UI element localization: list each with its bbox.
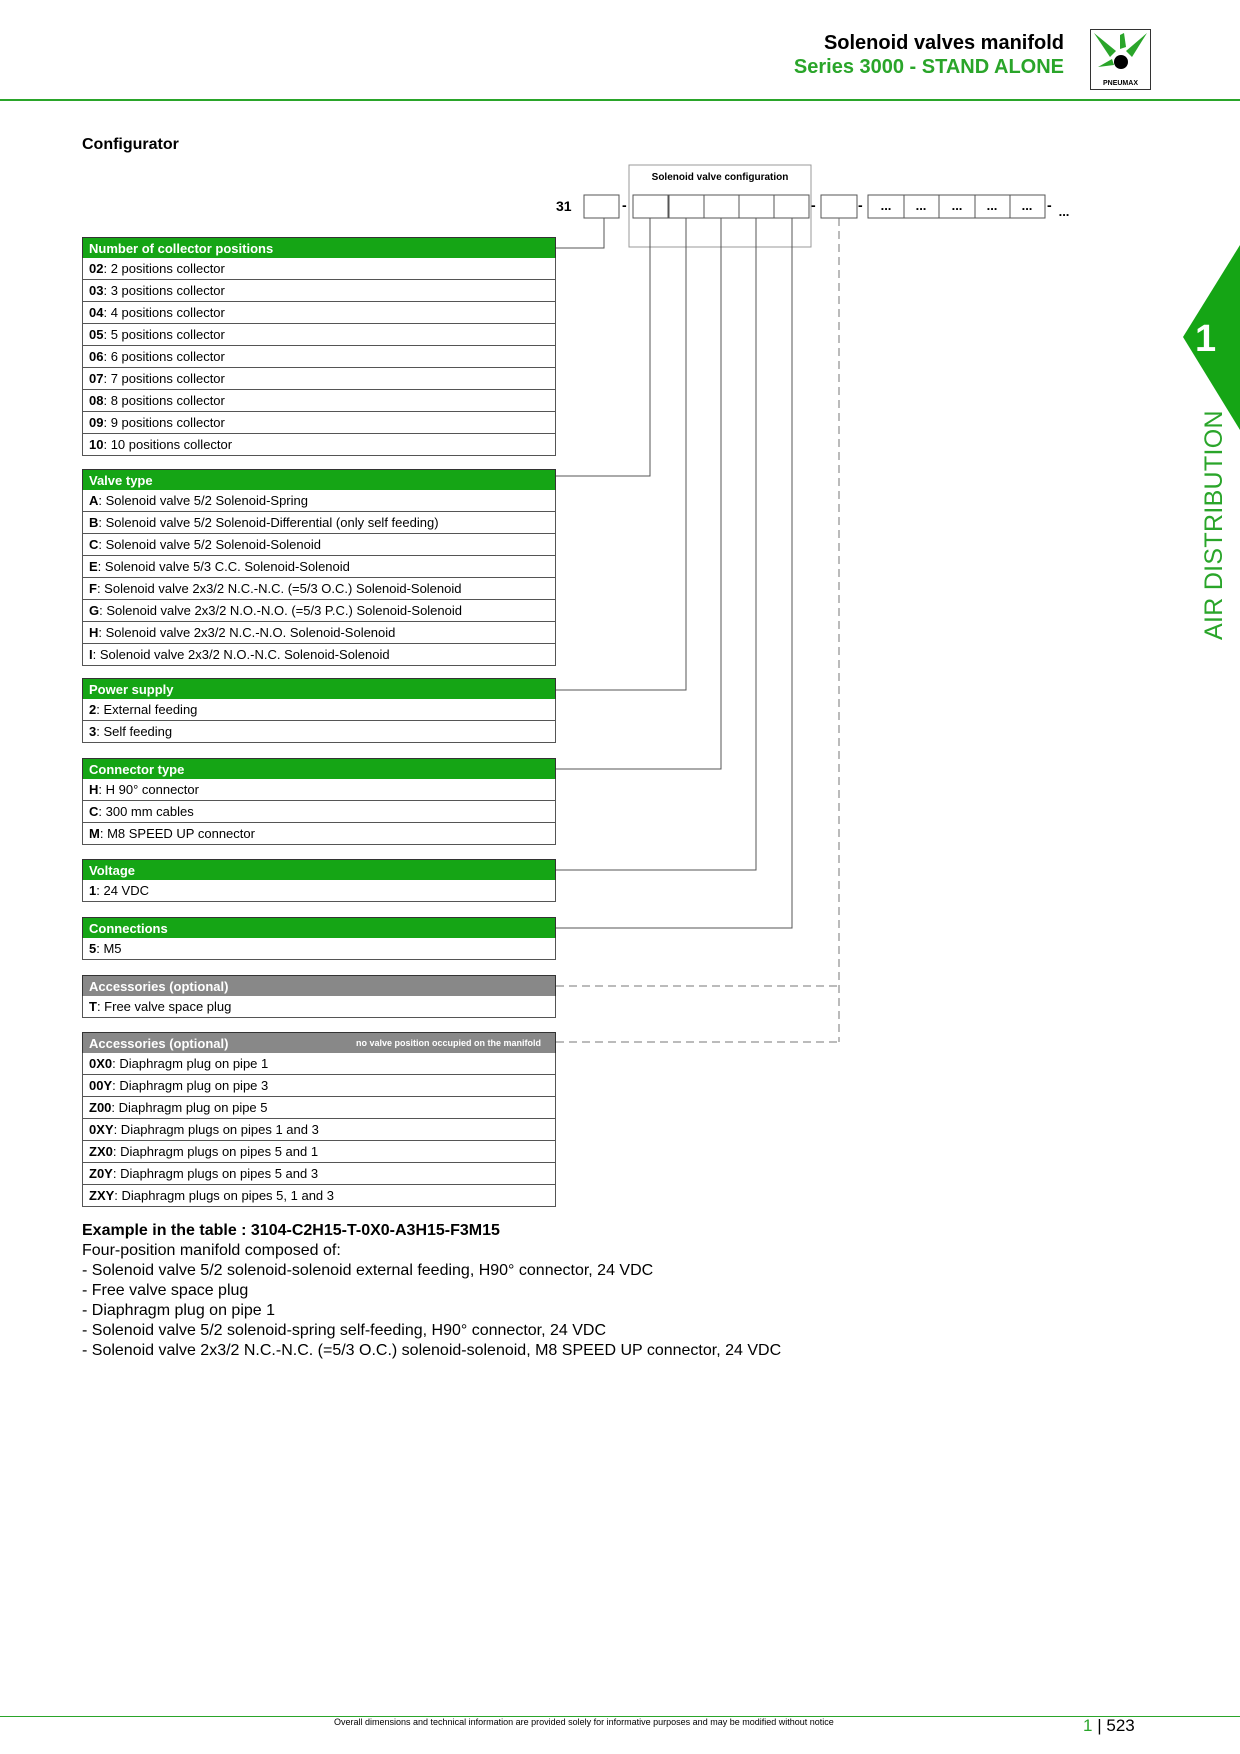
document-subtitle: Series 3000 - STAND ALONE (793, 56, 1064, 78)
option-description: : 300 mm cables (98, 804, 194, 819)
option-row (82, 1075, 556, 1097)
option-code: 2 (89, 702, 97, 717)
option-description: : 6 positions collector (103, 349, 225, 364)
option-code: 02 (89, 261, 104, 276)
option-code: 3 (89, 724, 97, 739)
option-code: C (89, 537, 99, 552)
option-code: H (89, 782, 99, 797)
option-code: G (89, 603, 100, 618)
option-row (82, 644, 556, 666)
option-group-title (82, 678, 556, 699)
option-description: : Free valve space plug (96, 999, 232, 1014)
option-code: 04 (89, 305, 104, 320)
code-dots: ... (1021, 198, 1033, 213)
option-row (82, 556, 556, 578)
option-description: : 5 positions collector (103, 327, 225, 342)
code-trailing-dots: ... (1058, 204, 1070, 219)
option-group (82, 469, 556, 666)
footer-page: 523 (1106, 1716, 1135, 1735)
page-number (1083, 1716, 1135, 1736)
option-group-title-text: Accessories (optional) (89, 979, 229, 994)
code-prefix: 31 (556, 198, 572, 214)
option-description: : Diaphragm plug on pipe 3 (112, 1078, 269, 1093)
option-group-title (82, 758, 556, 779)
option-row (82, 721, 556, 743)
option-code: 5 (89, 941, 97, 956)
chapter-label: AIR DISTRIBUTION (1200, 410, 1228, 640)
option-row (82, 346, 556, 368)
option-row (82, 258, 556, 280)
option-group-title (82, 859, 556, 880)
option-description: : 24 VDC (96, 883, 149, 898)
option-group (82, 975, 556, 1018)
option-code: 1 (89, 883, 97, 898)
option-group-title-text: Number of collector positions (89, 241, 274, 256)
option-code: C (89, 804, 99, 819)
example-lines (82, 1241, 781, 1361)
option-group (82, 758, 556, 845)
option-row (82, 578, 556, 600)
code-dash: - (811, 197, 816, 213)
document-title: Solenoid valves manifold (823, 32, 1064, 54)
option-group-title-text: Power supply (89, 682, 174, 697)
option-group-title (82, 975, 556, 996)
option-group-title-text: Accessories (optional) (89, 1036, 229, 1051)
example-line: - Diaphragm plug on pipe 1 (82, 1302, 276, 1319)
option-row (82, 390, 556, 412)
option-group-title-text: Voltage (89, 863, 135, 878)
option-code: F (89, 581, 97, 596)
option-row (82, 490, 556, 512)
option-row (82, 1141, 556, 1163)
option-group-title (82, 469, 556, 490)
code-dash: - (622, 197, 627, 213)
option-group-title (82, 917, 556, 938)
example-line: - Solenoid valve 5/2 solenoid-solenoid external feeding, H90° connector, 24 VDC (82, 1262, 654, 1279)
option-row (82, 996, 556, 1018)
code-dots: ... (986, 198, 998, 213)
option-code: 10 (89, 437, 104, 452)
option-description: : Solenoid valve 2x3/2 N.O.-N.O. (=5/3 P.C.) Solenoid-Solenoid (99, 603, 462, 618)
option-description: : 2 positions collector (103, 261, 225, 276)
option-description: : M8 SPEED UP connector (99, 826, 255, 841)
option-group (82, 1032, 556, 1207)
option-row (82, 938, 556, 960)
option-description: : Solenoid valve 5/2 Solenoid-Differential (only self feeding) (98, 515, 439, 530)
option-code: 07 (89, 371, 104, 386)
option-group (82, 237, 556, 456)
option-group-title-text: Valve type (89, 473, 153, 488)
option-code: 00Y (89, 1078, 113, 1093)
logo-text: PNEUMAX (1102, 80, 1139, 87)
option-description: : Solenoid valve 2x3/2 N.C.-N.O. Solenoid-Solenoid (98, 625, 396, 640)
section-title: Configurator (82, 136, 179, 153)
option-code: ZX0 (89, 1144, 113, 1159)
option-code: 03 (89, 283, 104, 298)
option-row (82, 368, 556, 390)
option-code: 08 (89, 393, 104, 408)
footer-note: Overall dimensions and technical information are provided solely for informative purposes and may be modified without notice (334, 1717, 834, 1727)
option-row (82, 699, 556, 721)
option-description: : Diaphragm plugs on pipes 5 and 1 (112, 1144, 319, 1159)
option-row (82, 324, 556, 346)
option-row (82, 779, 556, 801)
option-code: Z0Y (89, 1166, 113, 1181)
option-description: : Diaphragm plugs on pipes 5 and 3 (112, 1166, 319, 1181)
option-code: E (89, 559, 98, 574)
option-row (82, 512, 556, 534)
example-title: Example in the table : 3104-C2H15-T-0X0-A3H15-F3M15 (82, 1222, 500, 1239)
option-description: : Diaphragm plugs on pipes 5, 1 and 3 (114, 1188, 334, 1203)
option-group-title-text: Connections (89, 921, 168, 936)
code-dash: - (858, 197, 863, 213)
example-line: - Solenoid valve 5/2 solenoid-spring self-feeding, H90° connector, 24 VDC (82, 1322, 607, 1339)
option-row (82, 1163, 556, 1185)
example-line: - Solenoid valve 2x3/2 N.C.-N.C. (=5/3 O.C.) solenoid-solenoid, M8 SPEED UP connector, 24 VDC (82, 1342, 782, 1359)
option-row (82, 801, 556, 823)
option-row (82, 1119, 556, 1141)
example-block (82, 1221, 781, 1361)
option-description: : H 90° connector (98, 782, 199, 797)
option-row (82, 622, 556, 644)
option-row (82, 434, 556, 456)
option-row (82, 600, 556, 622)
option-code: 05 (89, 327, 104, 342)
option-group-title (82, 237, 556, 258)
option-description: : Diaphragm plugs on pipes 1 and 3 (113, 1122, 319, 1137)
option-group (82, 859, 556, 902)
option-code: Z00 (89, 1100, 112, 1115)
option-code: I (89, 647, 93, 662)
code-dots: ... (951, 198, 963, 213)
option-description: : 8 positions collector (103, 393, 225, 408)
footer-separator: | (1097, 1716, 1102, 1735)
option-code: H (89, 625, 99, 640)
option-row (82, 880, 556, 902)
example-line: Four-position manifold composed of: (82, 1242, 341, 1259)
option-row (82, 280, 556, 302)
code-dash: - (1047, 197, 1052, 213)
option-description: : Self feeding (96, 724, 173, 739)
option-description: : 9 positions collector (103, 415, 225, 430)
option-code: ZXY (89, 1188, 115, 1203)
config-label: Solenoid valve configuration (651, 172, 789, 183)
option-row (82, 823, 556, 845)
option-group (82, 678, 556, 743)
option-group (82, 917, 556, 960)
option-row (82, 1097, 556, 1119)
option-code: 0XY (89, 1122, 114, 1137)
option-description: : 4 positions collector (103, 305, 225, 320)
option-code: M (89, 826, 100, 841)
option-group-note: no valve position occupied on the manifold (355, 1038, 541, 1048)
option-description: : 7 positions collector (103, 371, 225, 386)
option-description: : Solenoid valve 5/2 Solenoid-Spring (98, 493, 308, 508)
option-code: B (89, 515, 99, 530)
option-description: : Solenoid valve 2x3/2 N.O.-N.C. Solenoid-Solenoid (92, 647, 390, 662)
option-description: : Solenoid valve 5/3 C.C. Solenoid-Solenoid (97, 559, 350, 574)
chapter-number: 1 (1195, 318, 1217, 360)
option-code: 09 (89, 415, 104, 430)
option-row (82, 412, 556, 434)
code-dots: ... (880, 198, 892, 213)
option-description: : External feeding (96, 702, 198, 717)
option-code: 06 (89, 349, 104, 364)
option-description: : Diaphragm plug on pipe 1 (112, 1056, 269, 1071)
option-group-title (82, 1032, 556, 1053)
option-row (82, 302, 556, 324)
option-row (82, 1053, 556, 1075)
example-line: - Free valve space plug (82, 1282, 249, 1299)
code-dots: ... (915, 198, 927, 213)
footer-chapter: 1 (1083, 1716, 1093, 1735)
option-code: 0X0 (89, 1056, 113, 1071)
option-code: A (89, 493, 99, 508)
option-description: : Solenoid valve 5/2 Solenoid-Solenoid (98, 537, 321, 552)
option-code: T (89, 999, 97, 1014)
option-row (82, 534, 556, 556)
option-description: : M5 (96, 941, 122, 956)
option-group-title-text: Connector type (89, 762, 185, 777)
option-description: : 10 positions collector (103, 437, 233, 452)
option-description: : Diaphragm plug on pipe 5 (111, 1100, 268, 1115)
option-description: : 3 positions collector (103, 283, 225, 298)
option-row (82, 1185, 556, 1207)
option-description: : Solenoid valve 2x3/2 N.C.-N.C. (=5/3 O.C.) Solenoid-Solenoid (96, 581, 462, 596)
